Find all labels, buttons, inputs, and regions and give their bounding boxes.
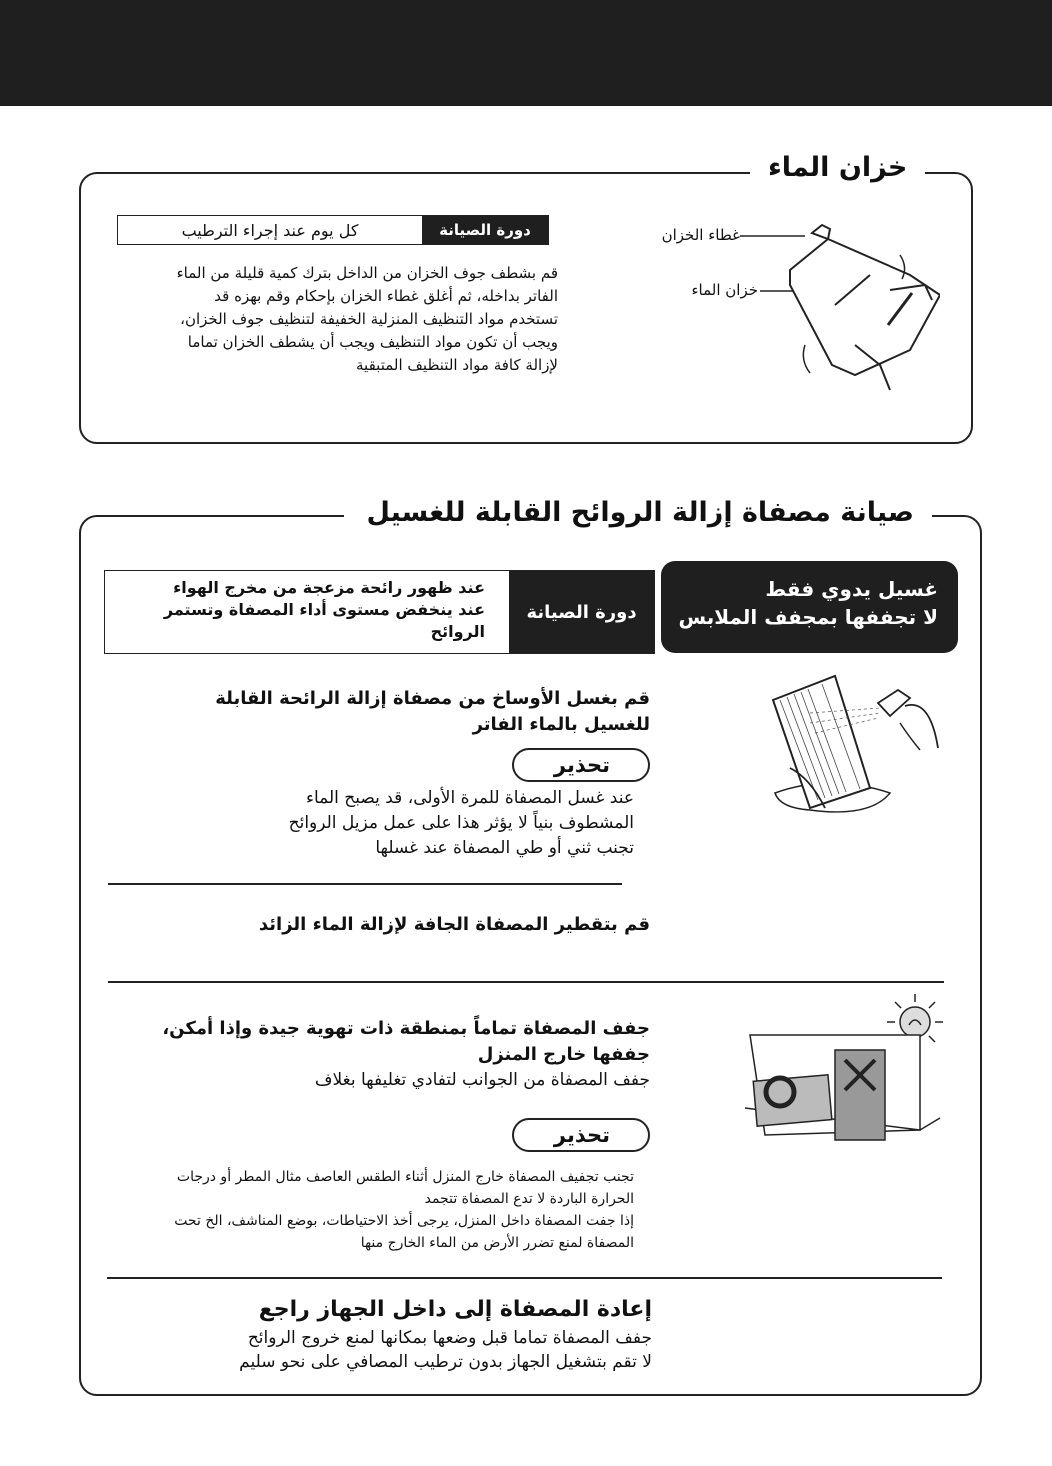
text-line: تستخدم مواد التنظيف المنزلية الخفيفة لتنظيف جوف الخزان،: [180, 310, 558, 328]
text-line: جفف المصفاة تماماً بمنطقة ذات تهوية جيدة وإذا أمكن،: [162, 1018, 650, 1039]
step3-heading: [120, 1016, 650, 1068]
filter-rinse-illustration: [770, 668, 950, 828]
text-line: إذا جفت المصفاة داخل المنزل، يرجى أخذ الاحتياطات، بوضع المناشف، الخ تحت: [174, 1213, 634, 1229]
divider: [107, 1277, 942, 1279]
text-line: جففها خارج المنزل: [477, 1044, 650, 1065]
water-tank-cycle-box: [117, 215, 549, 245]
caution2-text: [82, 1166, 634, 1254]
text-line: المصفاة لمنع تضرر الأرض من الماء الخارج منها: [360, 1235, 634, 1251]
filter-drying-illustration: [740, 990, 950, 1150]
filter-cycle-box: [104, 570, 655, 654]
cycle-value: كل يوم عند إجراء الترطيب: [181, 220, 359, 240]
text-line: عند ينخفض مستوى أداء المصفاة وتستمر: [163, 600, 485, 619]
step3-text: جفف المصفاة من الجوانب لتفادي تغليفها بغلاف: [314, 1070, 650, 1090]
cycle-value: [105, 571, 509, 653]
text-line: الفاتر بداخله، ثم أغلق غطاء الخزان بإحكام وقم بهزه قد: [214, 287, 558, 305]
caution-label: تحذير: [512, 748, 650, 782]
text-line: ويجب أن تكون مواد التنظيف ويجب أن يشطف الخزان تماما: [187, 333, 558, 351]
handwash-notice: [661, 561, 958, 653]
caution-label: تحذير: [512, 1118, 650, 1152]
cycle-label: دورة الصيانة: [509, 571, 654, 653]
cycle-label: دورة الصيانة: [422, 216, 548, 244]
top-header-bar: [0, 0, 1052, 106]
tank-label: خزان الماء: [691, 281, 758, 299]
text-line: قم بغسل الأوساخ من مصفاة إزالة الرائحة القابلة: [215, 688, 650, 709]
text-line: تجنب تجفيف المصفاة خارج المنزل أثناء الطقس العاصف مثال المطر أو درجات: [176, 1169, 634, 1185]
text-line: الروائح: [430, 622, 485, 641]
tank-cap-label: غطاء الخزان: [661, 226, 740, 244]
text-line: للغسيل بالماء الفاتر: [472, 714, 650, 735]
step1-heading: [150, 686, 650, 738]
step2-heading: قم بتقطير المصفاة الجافة لإزالة الماء الزائد: [258, 914, 650, 935]
text-line: عند غسل المصفاة للمرة الأولى، قد يصبح الماء: [305, 788, 634, 808]
step4-heading: إعادة المصفاة إلى داخل الجهاز راجع: [258, 1297, 652, 1322]
text-line: عند ظهور رائحة مزعجة من مخرج الهواء: [173, 578, 485, 597]
filter-title: صيانة مصفاة إزالة الروائح القابلة للغسيل: [344, 495, 932, 531]
text-line: الحرارة الباردة لا تدع المصفاة تتجمد: [424, 1191, 634, 1207]
water-tank-instructions: [100, 262, 558, 377]
divider: [108, 883, 622, 885]
text-line: جفف المصفاة تماما قبل وضعها بمكانها لمنع خروج الروائح: [247, 1328, 652, 1348]
caution1-text: [200, 786, 634, 861]
step4-text: [130, 1326, 652, 1374]
text-line: المشطوف بنياً لا يؤثر هذا على عمل مزيل الروائح: [288, 813, 634, 833]
text-line: لا تجففها بمجفف الملابس: [678, 605, 938, 629]
text-line: قم بشطف جوف الخزان من الداخل بترك كمية قليلة من الماء: [176, 264, 558, 282]
text-line: لا تقم بتشغيل الجهاز بدون ترطيب المصافي على نحو سليم: [239, 1352, 652, 1372]
text-line: تجنب ثني أو طي المصفاة عند غسلها: [375, 838, 634, 858]
water-tank-title: خزان الماء: [750, 150, 925, 186]
text-line: لإزالة كافة مواد التنظيف المتبقية: [356, 356, 558, 374]
text-line: غسيل يدوي فقط: [765, 577, 938, 601]
divider: [108, 981, 944, 983]
